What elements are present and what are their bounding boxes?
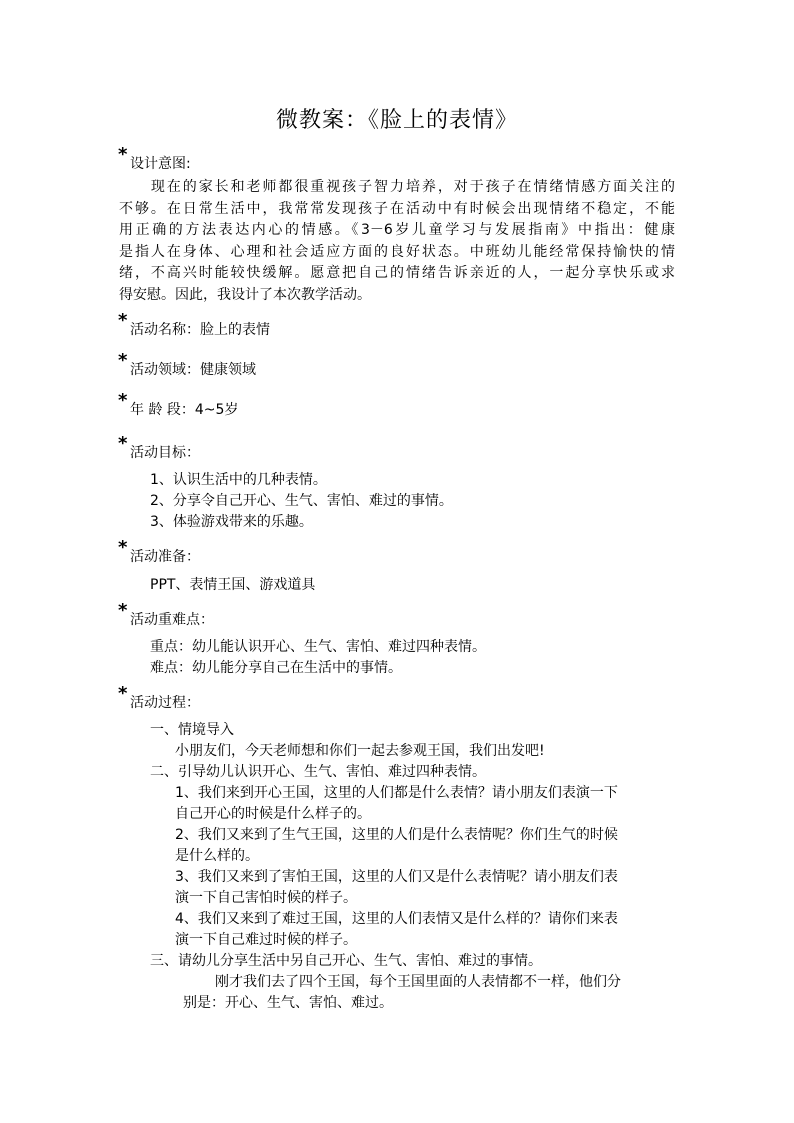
bullet-star: * (118, 350, 128, 371)
bullet-star: * (118, 144, 128, 165)
paragraph-line: 是指人在身体、心理和社会适应方面的良好状态。中班幼儿能经常保持愉快的情 (119, 243, 675, 260)
step-2-item: 1、我们来到开心王国，这里的人们都是什么表情？请小朋友们表演一下 (175, 785, 618, 801)
bullet-star: * (118, 537, 128, 558)
paragraph-line: 得安慰。因此，我设计了本次教学活动。 (119, 286, 371, 303)
process-step-1-text: 小朋友们，今天老师想和你们一起去参观王国，我们出发吧! (175, 743, 545, 759)
bullet-star: * (118, 390, 128, 411)
section-keypoints-heading: * 活动重难点： (118, 600, 214, 628)
bullet-star: * (118, 433, 128, 454)
section-design-heading: * 设计意图: (118, 144, 191, 172)
goal-item: 3、体验游戏带来的乐趣。 (150, 514, 313, 530)
section-process-heading: * 活动过程： (118, 683, 200, 711)
process-step-3-text-cont: 别是：开心、生气、害怕、难过。 (183, 995, 393, 1011)
difficult-point-text: 难点：幼儿能分享自己在生活中的事情。 (150, 660, 402, 676)
section-age-heading: * 年 龄 段：4~5岁 (118, 390, 239, 418)
prep-text: PPT、表情王国、游戏道具 (150, 577, 316, 593)
process-step-1: 一、情境导入 (150, 722, 234, 738)
bullet-star: * (118, 683, 128, 704)
step-2-item-cont: 是什么样的。 (175, 848, 259, 864)
paragraph-line: 现在的家长和老师都很重视孩子智力培养，对于孩子在情绪情感方面关注的 (119, 179, 675, 195)
section-name-heading: * 活动名称：脸上的表情 (118, 310, 270, 338)
paragraph-line: 不够。在日常生活中，我常常发现孩子在活动中有时候会出现情绪不稳定，不能 (119, 200, 675, 217)
process-step-3-text: 刚才我们去了四个王国，每个王国里面的人表情都不一样，他们分 (215, 974, 621, 990)
goal-item: 1、认识生活中的几种表情。 (150, 472, 327, 488)
paragraph-line: 用正确的方法表达内心的情感。《3－6岁儿童学习与发展指南》中指出：健康 (119, 222, 675, 238)
bullet-star: * (118, 310, 128, 331)
step-2-item-cont: 自己开心的时候是什么样子的。 (175, 806, 371, 822)
step-2-item: 2、我们又来到了生气王国，这里的人们是什么表情呢？你们生气的时候 (175, 827, 618, 843)
key-point-text: 重点：幼儿能认识开心、生气、害怕、难过四种表情。 (150, 639, 486, 655)
step-2-item-cont: 演一下自己难过时候的样子。 (175, 932, 357, 948)
process-step-3: 三、请幼儿分享生活中另自己开心、生气、害怕、难过的事情。 (150, 953, 542, 969)
page-title: 微教案：《脸上的表情》 (275, 108, 518, 133)
section-goals-heading: * 活动目标： (118, 433, 200, 461)
step-2-item: 3、我们又来到了害怕王国，这里的人们又是什么表情呢？请小朋友们表 (175, 869, 618, 885)
section-prep-heading: * 活动准备： (118, 537, 200, 565)
process-step-2: 二、引导幼儿认识开心、生气、害怕、难过四种表情。 (150, 764, 486, 780)
step-2-item-cont: 演一下自己害怕时候的样子。 (175, 890, 357, 906)
section-field-heading: * 活动领域：健康领域 (118, 350, 256, 378)
paragraph-line: 绪，不高兴时能较快缓解。愿意把自己的情绪告诉亲近的人，一起分享快乐或求 (119, 265, 675, 281)
bullet-star: * (118, 600, 128, 621)
step-2-item: 4、我们又来到了难过王国，这里的人们表情又是什么样的？请你们来表 (175, 911, 618, 927)
design-paragraph (119, 177, 675, 306)
goal-item: 2、分享令自己开心、生气、害怕、难过的事情。 (150, 493, 453, 509)
